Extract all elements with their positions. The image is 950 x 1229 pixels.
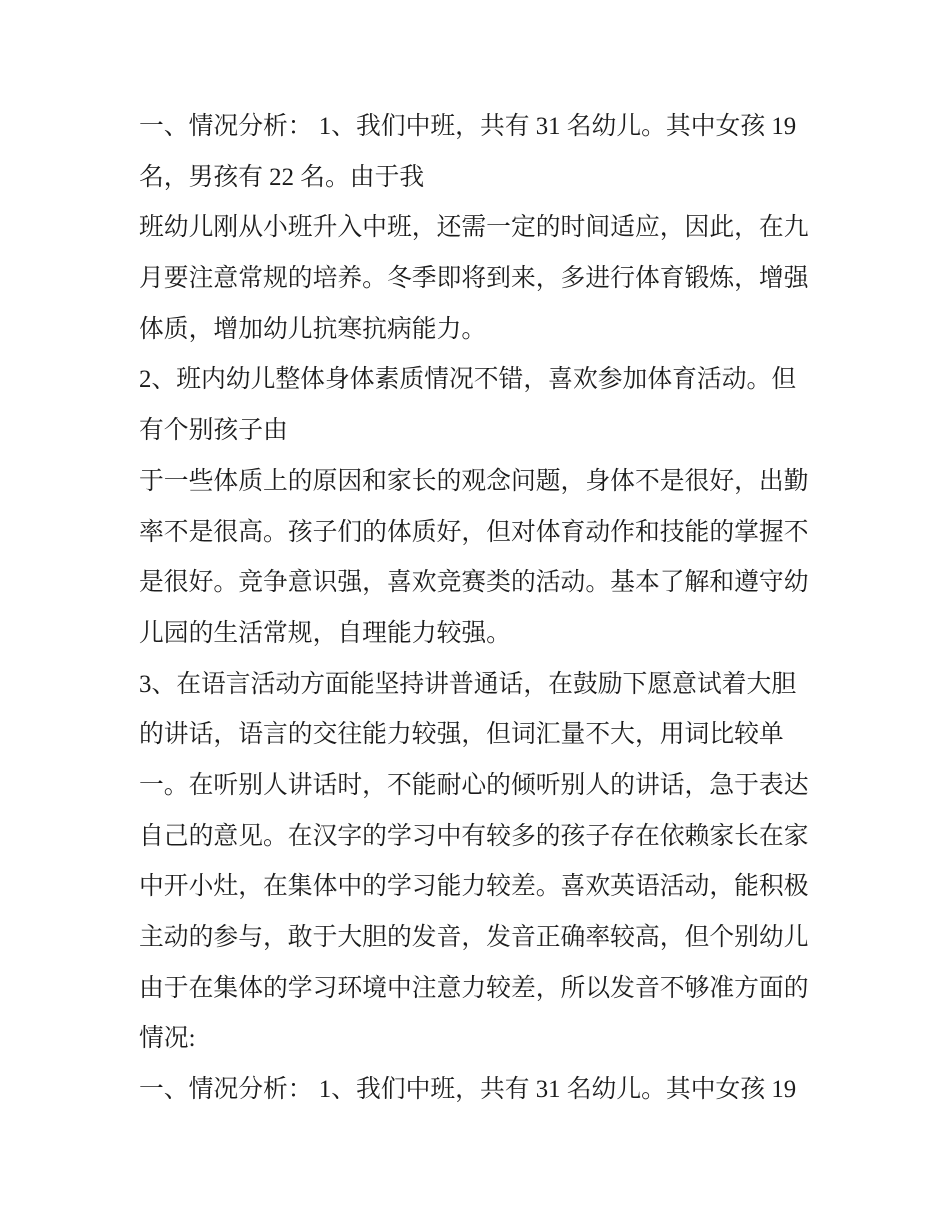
text-line-1: 一、情况分析： 1、我们中班，共有 31 名幼儿。其中女孩 19 — [139, 113, 797, 140]
text-line-8: 于一些体质上的原因和家长的观念问题，身体不是很好，出勤 — [139, 467, 809, 495]
text-line-15: 自己的意见。在汉字的学习中有较多的孩子存在依赖家长在家 — [139, 822, 809, 850]
text-line-12: 3、在语言活动方面能坚持讲普通话，在鼓励下愿意试着大胆 — [139, 670, 797, 698]
text-line-2: 名，男孩有 22 名。由于我 — [139, 163, 425, 191]
text-line-16: 中开小灶，在集体中的学习能力较差。喜欢英语活动，能积极 — [139, 873, 809, 901]
text-line-4: 月要注意常规的培养。冬季即将到来，多进行体育锻炼，增强 — [139, 265, 809, 293]
text-line-10: 是很好。竞争意识强，喜欢竞赛类的活动。基本了解和遵守幼 — [139, 569, 809, 597]
text-line-20: 一、情况分析： 1、我们中班，共有 31 名幼儿。其中女孩 19 — [139, 1076, 797, 1104]
text-line-9: 率不是很高。孩子们的体质好，但对体育动作和技能的掌握不 — [139, 518, 809, 546]
text-line-18: 由于在集体的学习环境中注意力较差，所以发音不够准方面的 — [139, 974, 809, 1002]
text-line-17: 主动的参与，敢于大胆的发音，发音正确率较高，但个别幼儿 — [139, 924, 809, 951]
text-line-7: 有个别孩子由 — [139, 417, 288, 445]
text-line-19: 情况: — [139, 1025, 196, 1053]
text-line-14: 一。在听别人讲话时，不能耐心的倾听别人的讲话，急于表达 — [139, 771, 809, 799]
text-line-13: 的讲话，语言的交往能力较强，但词汇量不大，用词比较单 — [139, 721, 784, 749]
text-line-5: 体质，增加幼儿抗寒抗病能力。 — [139, 315, 487, 343]
text-line-6: 2、班内幼儿整体身体素质情况不错，喜欢参加体育活动。但 — [139, 366, 797, 394]
document-page — [139, 102, 829, 1116]
text-line-3: 班幼儿刚从小班升入中班，还需一定的时间适应，因此，在九 — [139, 214, 809, 242]
text-line-11: 儿园的生活常规，自理能力较强。 — [139, 619, 511, 647]
